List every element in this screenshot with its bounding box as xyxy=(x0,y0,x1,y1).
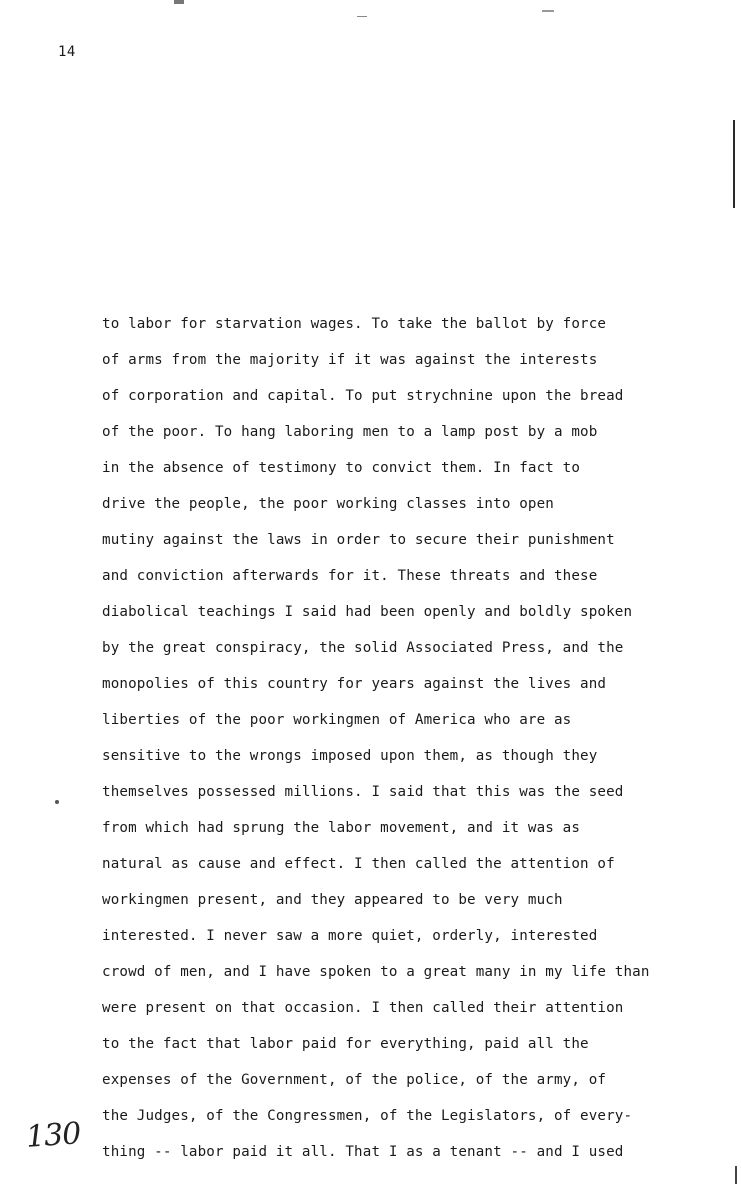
text-line: monopolies of this country for years against the lives and xyxy=(102,676,607,692)
text-line: interested. I never saw a more quiet, orderly, interested xyxy=(102,928,598,944)
text-line: themselves possessed millions. I said that this was the seed xyxy=(102,784,624,800)
text-line: natural as cause and effect. I then called the attention of xyxy=(102,856,615,872)
scan-speck xyxy=(357,16,367,17)
scan-speck xyxy=(174,0,184,4)
text-line: liberties of the poor workingmen of America who are as xyxy=(102,712,572,728)
text-line: drive the people, the poor working classes into open xyxy=(102,496,554,512)
text-line: to labor for starvation wages. To take the ballot by force xyxy=(102,316,607,332)
page-number: 14 xyxy=(58,44,76,60)
scan-speck xyxy=(542,10,554,12)
text-line: expenses of the Government, of the police, of the army, of xyxy=(102,1072,607,1088)
scan-edge-mark-bottom xyxy=(735,1166,737,1184)
text-line: from which had sprung the labor movement, and it was as xyxy=(102,820,581,836)
text-line: by the great conspiracy, the solid Associated Press, and the xyxy=(102,640,624,656)
scan-edge-mark xyxy=(733,120,735,208)
text-line: thing -- labor paid it all. That I as a tenant -- and I used xyxy=(102,1144,624,1160)
text-line: sensitive to the wrongs imposed upon them, as though they xyxy=(102,748,598,764)
text-line: diabolical teachings I said had been openly and boldly spoken xyxy=(102,604,633,620)
handwritten-page-number: 130 xyxy=(24,1116,82,1155)
text-line: of the poor. To hang laboring men to a lamp post by a mob xyxy=(102,424,598,440)
body-text xyxy=(102,314,702,1178)
scan-speck xyxy=(55,800,59,804)
text-line: of arms from the majority if it was against the interests xyxy=(102,352,598,368)
text-line: to the fact that labor paid for everything, paid all the xyxy=(102,1036,589,1052)
text-line: crowd of men, and I have spoken to a great many in my life than xyxy=(102,964,650,980)
text-line: the Judges, of the Congressmen, of the Legislators, of every- xyxy=(102,1108,633,1124)
text-line: and conviction afterwards for it. These threats and these xyxy=(102,568,598,584)
text-line: workingmen present, and they appeared to be very much xyxy=(102,892,563,908)
text-line: in the absence of testimony to convict them. In fact to xyxy=(102,460,581,476)
text-line: were present on that occasion. I then called their attention xyxy=(102,1000,624,1016)
text-line: mutiny against the laws in order to secure their punishment xyxy=(102,532,615,548)
text-line: of corporation and capital. To put strychnine upon the bread xyxy=(102,388,624,404)
